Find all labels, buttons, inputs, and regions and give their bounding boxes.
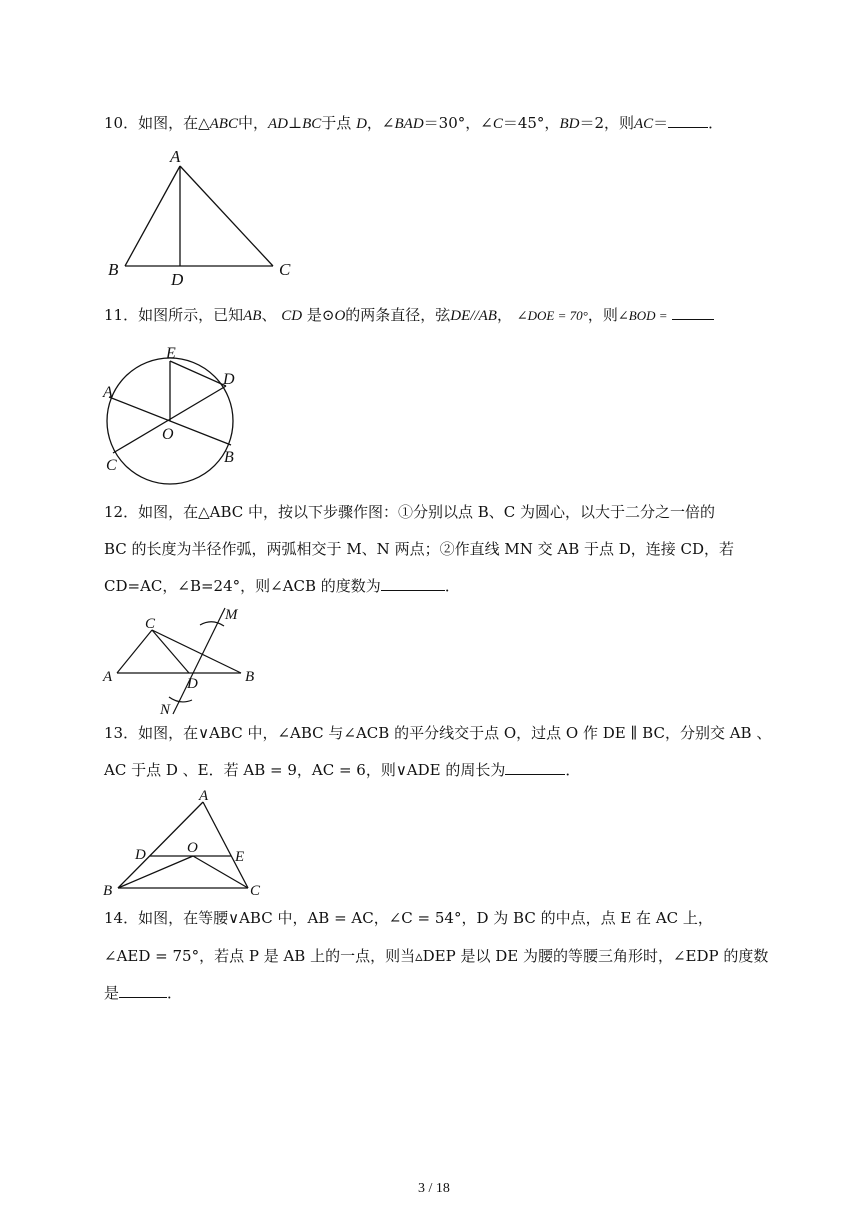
- bisector-bo: [118, 856, 193, 888]
- label-m: M: [225, 607, 238, 623]
- label-d: D: [187, 676, 198, 692]
- label-c: C: [279, 260, 291, 279]
- answer-blank: [119, 983, 167, 998]
- question-14-line-3: 是 ．: [104, 984, 183, 1002]
- answer-blank: [381, 576, 445, 591]
- question-12-line-3: CD=AC，∠B=24°，则∠ACB 的度数为 ．: [104, 577, 460, 595]
- label-a: A: [103, 669, 113, 685]
- label-b: B: [245, 669, 255, 685]
- arc-m: [200, 622, 224, 626]
- label-b: B: [224, 449, 234, 466]
- question-11-text: 11．如图所示，已知AB、 CD 是⊙O的两条直径，弦DE//AB， ∠DOE = 70°，则∠BOD =: [104, 305, 714, 326]
- question-13-line-1: 13．如图，在∨ABC 中，∠ABC 与∠ACB 的平分线交于点 O，过点 O 作 DE ∥ BC，分别交 AB 、: [104, 724, 772, 742]
- label-b: B: [108, 260, 119, 279]
- label-a: A: [199, 788, 209, 804]
- label-c: C: [145, 616, 156, 632]
- question-14-line-1: 14．如图，在等腰∨ABC 中，AB = AC，∠C = 54°，D 为 BC 的中点，点 E 在 AC 上，: [104, 909, 713, 927]
- segment-cd: [152, 630, 189, 673]
- label-c: C: [250, 883, 261, 899]
- label-d: D: [171, 270, 184, 289]
- q10-triangle-figure: [100, 145, 310, 290]
- side-ac: [117, 630, 152, 673]
- label-o: O: [162, 426, 174, 443]
- label-o: O: [187, 840, 198, 856]
- label-e: E: [235, 849, 245, 865]
- q11-circle-figure: [100, 342, 250, 482]
- answer-blank: [505, 760, 565, 775]
- label-b: B: [103, 883, 113, 899]
- question-13-line-2: AC 于点 D 、E．若 AB = 9，AC = 6，则∨ADE 的周长为 ．: [104, 761, 581, 779]
- question-12-line-1: 12．如图，在△ABC 中，按以下步骤作图：①分别以点 B、C 为圆心，以大于二分之一倍的: [104, 503, 716, 521]
- question-10-text: 10．如图，在△ABC中，AD⊥BC于点 D，∠BAD＝30°，∠C＝45°，BD＝2，则AC＝ ．: [104, 114, 724, 132]
- label-a: A: [170, 147, 181, 166]
- q13-triangle-figure: [100, 785, 260, 900]
- answer-blank: [672, 305, 714, 320]
- label-a: A: [103, 384, 113, 401]
- label-d: D: [135, 847, 146, 863]
- question-12-line-2: BC 的长度为半径作弧，两弧相交于 M、N 两点；②作直线 MN 交 AB 于点 D，连接 CD，若: [104, 540, 735, 558]
- answer-blank: [668, 113, 708, 128]
- question-14-line-2: ∠AED = 75°，若点 P 是 AB 上的一点，则当▵DEP 是以 DE 为腰的等腰三角形时，∠EDP 的度数: [104, 947, 769, 965]
- label-n: N: [160, 702, 171, 718]
- side-ac: [180, 166, 273, 266]
- label-e: E: [166, 345, 176, 362]
- label-c: C: [106, 457, 117, 474]
- q12-construction-figure: [100, 602, 270, 717]
- label-d: D: [223, 371, 235, 388]
- side-ab: [125, 166, 180, 266]
- page-number: 3 / 18: [418, 1181, 450, 1196]
